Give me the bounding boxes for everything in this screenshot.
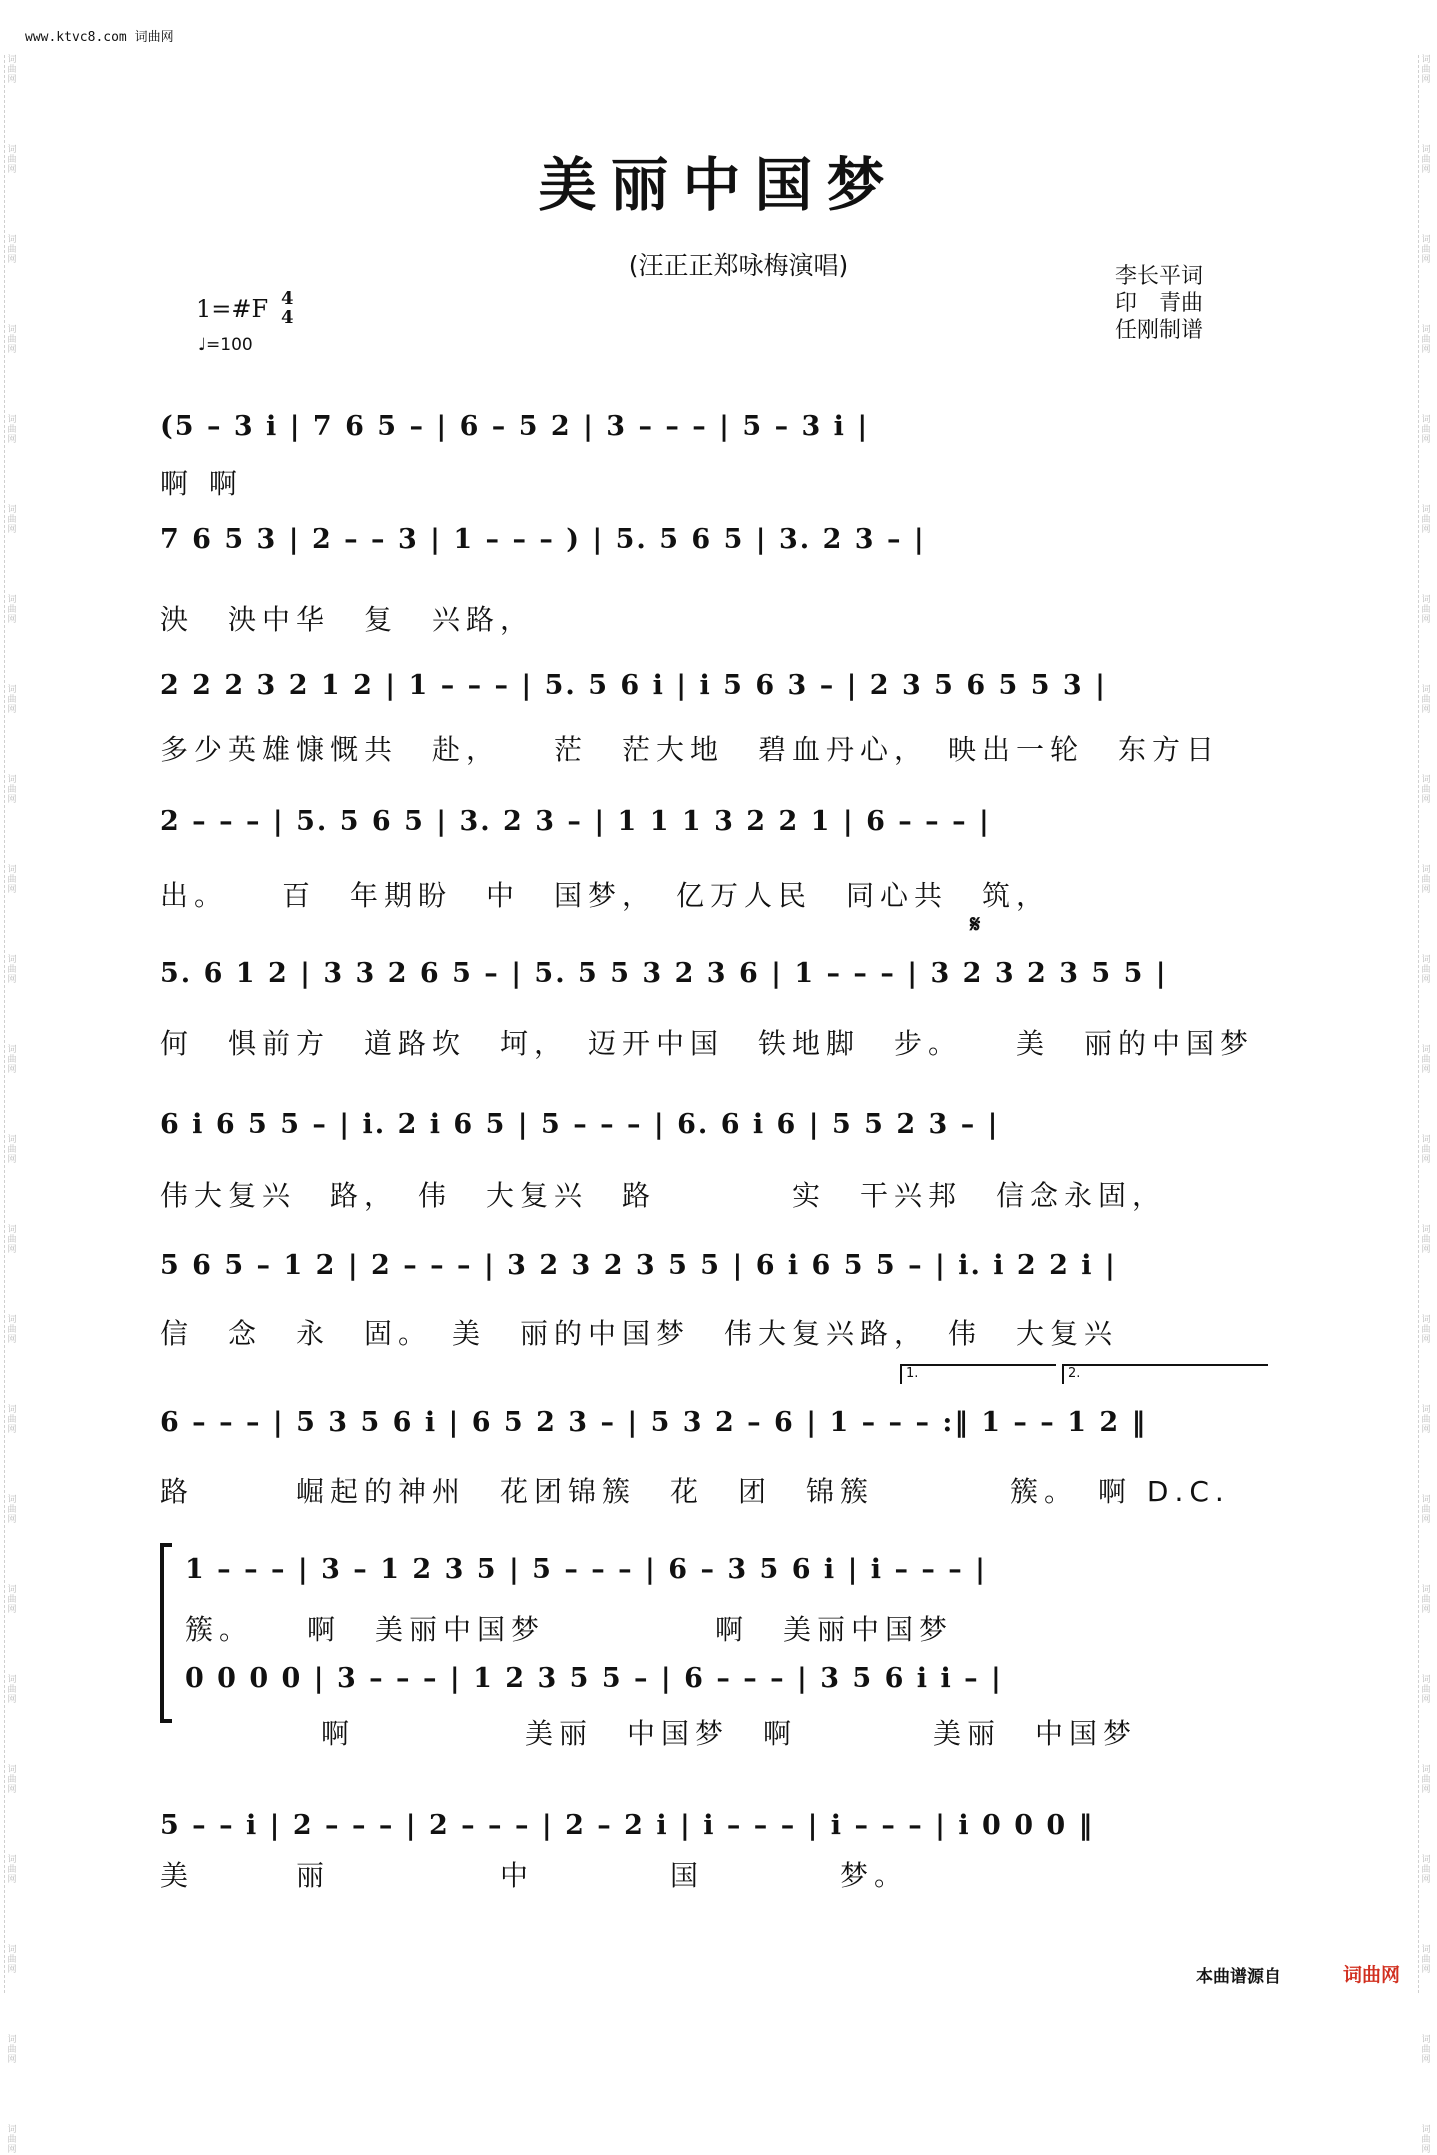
second-ending-label: 2.: [1068, 1366, 1081, 1381]
notation-row-8: [160, 1391, 1147, 1453]
first-ending-label: 1.: [906, 1366, 919, 1381]
footer-brand-link[interactable]: 词曲网: [1343, 1964, 1401, 1986]
credits: [1115, 263, 1203, 344]
notation-text: 0 0 0 0 | 3 – – – | 1 2 3 5 5 – | 6 – – – | 3 5 6 i i – |: [185, 1662, 1003, 1694]
left-watermark-strip: 词曲网 词曲网 词曲网 词曲网 词曲网 词曲网 词曲网 词曲网 词曲网 词曲网 词曲网 词曲网 词曲网 词曲网 词曲网 词曲网 词曲网 词曲网 词曲网 词曲网 词曲网 词曲网 词曲网 词曲网: [4, 55, 19, 1993]
notation-row-11: [160, 1794, 1094, 1856]
notation-row-5: [160, 942, 1168, 1004]
right-watermark-strip: 词曲网 词曲网 词曲网 词曲网 词曲网 词曲网 词曲网 词曲网 词曲网 词曲网 词曲网 词曲网 词曲网 词曲网 词曲网 词曲网 词曲网 词曲网 词曲网 词曲网 词曲网 词曲网 词曲网 词曲网: [1418, 55, 1433, 1993]
notation-text: 5 – – i | 2 – – – | 2 – – – | 2 – 2 i | i – – – | i – – – | i 0 0 0 ‖: [160, 1809, 1095, 1841]
notation-text: 2 – – – | 5. 5 6 5 | 3. 2 3 – | 1 1 1 3 2 2 1 | 6 – – – |: [160, 805, 991, 837]
notation-text: 1 – – – | 3 – 1 2 3 5 | 5 – – – | 6 – 3 5 6 i | i – – – |: [185, 1553, 987, 1585]
lyric-row-3: 多少英雄慷慨共 赴， 茫 茫大地 碧血丹心， 映出一轮 东方日: [160, 733, 1221, 766]
lyric-row-9: 簇。 啊 美丽中国梦 啊 美丽中国梦: [185, 1613, 954, 1646]
notation-row-3: [160, 654, 1107, 716]
time-signature: [281, 289, 294, 327]
lyric-row-11: 美 丽 中 国 梦。: [160, 1859, 909, 1892]
key-signature: 1=#F: [196, 295, 269, 323]
system-bracket: [160, 1543, 172, 1723]
notation-row-7: [160, 1234, 1117, 1296]
lyric-row-1: 啊 啊: [160, 467, 243, 500]
segno-icon: 𝄋: [970, 910, 981, 938]
notation-text: 2 2 2 3 2 1 2 | 1 – – – | 5. 5 6 i | i 5 6 3 – | 2 3 5 6 5 5 3 |: [160, 669, 1107, 701]
notation-text: 5. 6 1 2 | 3 3 2 6 5 – | 5. 5 5 3 2 3 6 | 1 – – – | 3 2 3 2 3 5 5 |: [160, 957, 1168, 989]
lyric-row-10: 啊 美丽 中国梦 啊 美丽 中国梦: [185, 1717, 1138, 1750]
lyric-row-6: 伟大复兴 路， 伟 大复兴 路 实 干兴邦 信念永固，: [160, 1179, 1167, 1212]
song-title: 美丽中国梦: [538, 151, 899, 219]
meter-top: 4: [281, 288, 294, 309]
arranger-credit: 任刚制谱: [1115, 318, 1204, 343]
notation-text: 6 i 6 5 5 – | i. 2 i 6 5 | 5 – – – | 6. 6 i 6 | 5 5 2 3 – |: [160, 1108, 1000, 1140]
notation-row-1: [160, 395, 869, 457]
lyric-row-5: 何 惧前方 道路坎 坷， 迈开中国 铁地脚 步。 美 丽的中国梦: [160, 1027, 1255, 1060]
notation-row-4: [160, 790, 991, 852]
composer-credit: 印 青曲: [1115, 291, 1204, 316]
lyricist-credit: 李长平词: [1115, 264, 1204, 289]
performer-subtitle: (汪正正郑咏梅演唱): [628, 251, 849, 280]
notation-text: 7 6 5 3 | 2 – – 3 | 1 – – – ) | 5. 5 6 5 | 3. 2 3 – |: [160, 523, 926, 555]
site-url[interactable]: www.ktvc8.com 词曲网: [25, 30, 174, 45]
notation-text: (5 – 3 i | 7 6 5 – | 6 – 5 2 | 3 – – – | 5 – 3 i |: [160, 410, 870, 442]
footer-source-text: 本曲谱源自: [1196, 1967, 1281, 1987]
notation-text: 5 6 5 – 1 2 | 2 – – – | 3 2 3 2 3 5 5 | 6 i 6 5 5 – | i. i 2 2 i |: [160, 1249, 1117, 1281]
lyric-row-8: 路 崛起的神州 花团锦簇 花 团 锦簇 簇。 啊 D.C.: [160, 1475, 1230, 1508]
second-ending-bracket: [1062, 1364, 1268, 1384]
notation-row-9: [185, 1538, 987, 1600]
lyric-row-7: 信 念 永 固。 美 丽的中国梦 伟大复兴路， 伟 大复兴: [160, 1317, 1119, 1350]
tempo-marking: ♩=100: [198, 335, 253, 355]
lyric-row-2: 泱 泱中华 复 兴路，: [160, 603, 535, 636]
notation-row-2: [160, 508, 926, 570]
meter-bottom: 4: [281, 307, 294, 328]
first-ending-bracket: [900, 1364, 1056, 1384]
notation-text: 6 – – – | 5 3 5 6 i | 6 5 2 3 – | 5 3 2 – 6 | 1 – – – :‖ 1 – – 1 2 ‖: [160, 1406, 1148, 1438]
lyric-row-4: 出。 百 年期盼 中 国梦， 亿万人民 同心共 筑，: [160, 879, 1051, 912]
notation-row-6: [160, 1093, 999, 1155]
notation-row-10: [185, 1647, 1003, 1709]
